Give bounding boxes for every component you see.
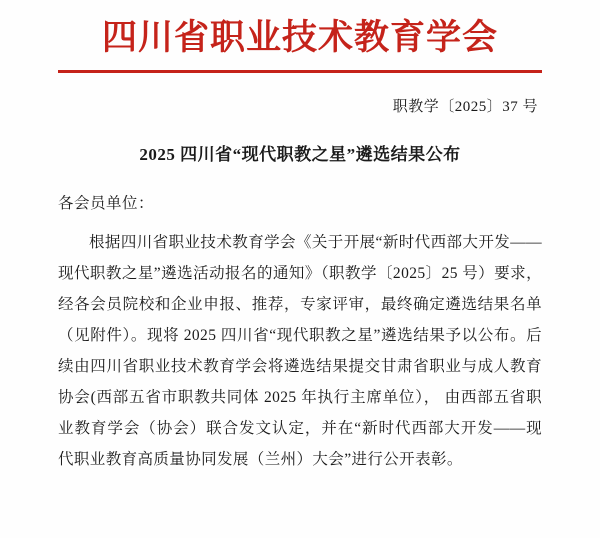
red-divider-rule [58, 70, 542, 73]
document-title: 2025 四川省“现代职教之星”遴选结果公布 [139, 144, 461, 164]
body-paragraph: 根据四川省职业技术教育学会《关于开展“新时代西部大开发——现代职教之星”遴选活动报名的通知》（职教学〔2025〕25 号）要求，经各会员院校和企业申报、推荐，专家评审，最终确定遴选结果名单（见附件）。现将 2025 四川省“现代职教之星”遴选结果予以公布。后续由四川省职业技术教育学会将遴选结果提交甘肃省职业与成人教育协会(西部五省市职教共同体 2025 年执行主席单位）， 由西部五省职业教育学会（协会）联合发文认定，并在“新时代西部大开发——现代职业教育高质量协同发展（兰州）大会”进行公开表彰。 [58, 233, 542, 468]
body-content [58, 227, 542, 475]
masthead [58, 0, 542, 58]
organization-title: 四川省职业技术教育学会 [101, 17, 498, 58]
document-number: 职教学〔2025〕37 号 [392, 98, 538, 115]
salutation: 各会员单位： [58, 194, 155, 212]
